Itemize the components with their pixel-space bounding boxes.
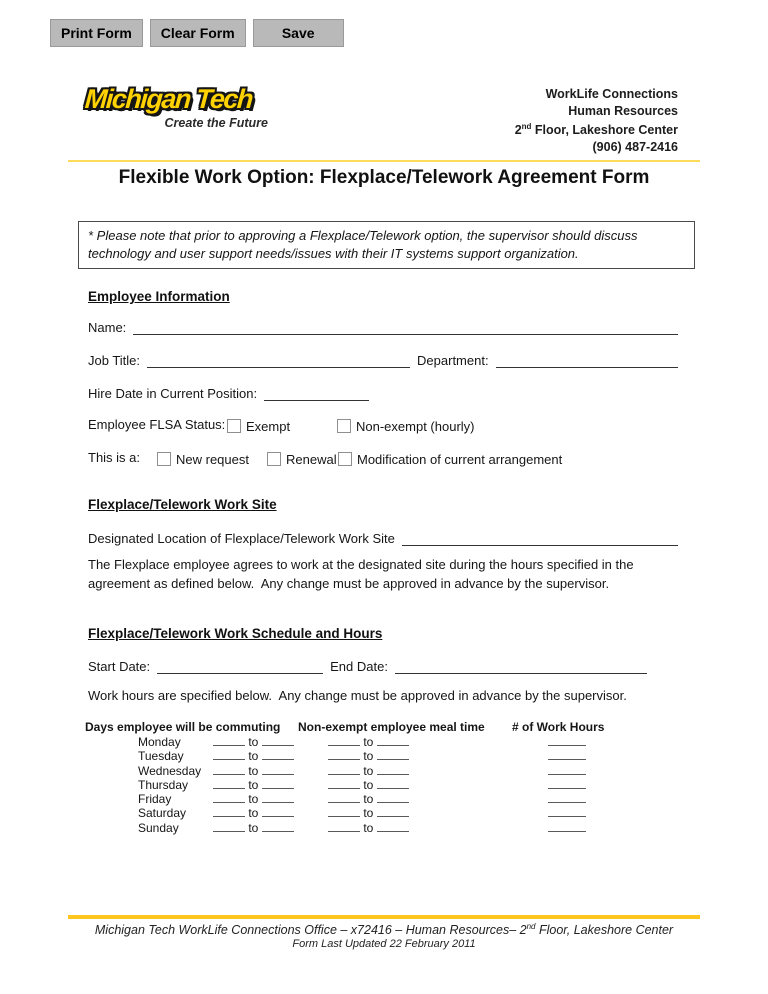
meal-from-field[interactable] xyxy=(328,778,360,789)
work-hours-field[interactable] xyxy=(548,821,586,832)
work-hours-field[interactable] xyxy=(548,806,586,817)
day-label: Monday xyxy=(138,735,181,749)
day-label: Wednesday xyxy=(138,763,202,778)
commute-from-field[interactable] xyxy=(213,806,245,817)
footer-office-line: Michigan Tech WorkLife Connections Office – x72416 – Human Resources– 2nd Floor, Lakeshore Center xyxy=(94,922,674,938)
commute-to-field[interactable] xyxy=(262,749,294,760)
commute-to-field[interactable] xyxy=(262,792,294,803)
header-divider-rule xyxy=(68,160,700,162)
department-field[interactable] xyxy=(496,353,678,368)
michigan-tech-logo xyxy=(85,84,270,130)
flsa-status-label: Employee FLSA Status: xyxy=(88,417,226,432)
work-hours-field[interactable] xyxy=(548,792,586,803)
department-label: Department: xyxy=(417,353,489,368)
day-label: Saturday xyxy=(138,806,187,821)
hours-note-text: Work hours are specified below. Any change must be approved in advance by the supervisor. xyxy=(88,688,627,703)
schedule-row-friday xyxy=(88,792,688,806)
logo-wordmark: Michigan Tech xyxy=(83,84,254,114)
renewal-label: Renewal xyxy=(286,452,337,467)
to-label: to xyxy=(363,777,374,792)
modification-label: Modification of current arrangement xyxy=(357,452,563,467)
work-hours-field[interactable] xyxy=(548,778,586,789)
commute-to-field[interactable] xyxy=(262,764,294,775)
flsa-nonexempt-label: Non-exempt (hourly) xyxy=(356,419,475,434)
day-label: Sunday xyxy=(138,820,179,835)
schedule-row-monday xyxy=(88,735,688,749)
footer-updated-line: Form Last Updated 22 February 2011 xyxy=(292,938,476,950)
to-label: to xyxy=(363,820,374,835)
commute-from-field[interactable] xyxy=(213,764,245,775)
meal-from-field[interactable] xyxy=(328,749,360,760)
to-label: to xyxy=(248,820,259,835)
to-label: to xyxy=(248,749,259,764)
schedule-heading: Flexplace/Telework Work Schedule and Hours xyxy=(88,626,383,641)
request-type-row xyxy=(88,450,678,467)
commute-from-field[interactable] xyxy=(213,749,245,760)
work-hours-field[interactable] xyxy=(548,764,586,775)
to-label: to xyxy=(248,777,259,792)
contact-line-hr: Human Resources xyxy=(568,103,678,118)
commute-to-field[interactable] xyxy=(262,806,294,817)
to-label: to xyxy=(248,735,259,749)
meal-from-field[interactable] xyxy=(328,792,360,803)
header-meal-time: Non-exempt employee meal time xyxy=(298,720,485,734)
save-button[interactable]: Save xyxy=(253,19,344,47)
logo-tagline: Create the Future xyxy=(164,116,268,130)
to-label: to xyxy=(248,806,259,821)
to-label: to xyxy=(248,792,259,807)
to-label: to xyxy=(363,749,374,764)
job-title-label: Job Title: xyxy=(88,353,141,368)
form-title: Flexible Work Option: Flexplace/Telework Agreement Form xyxy=(118,167,650,188)
contact-line-phone: (906) 487-2416 xyxy=(592,139,678,154)
commute-to-field[interactable] xyxy=(262,821,294,832)
commute-from-field[interactable] xyxy=(213,821,245,832)
schedule-row-sunday xyxy=(88,821,688,835)
hire-date-field[interactable] xyxy=(264,386,369,401)
flsa-nonexempt-checkbox[interactable] xyxy=(337,419,351,433)
name-row xyxy=(88,318,678,335)
schedule-row-tuesday xyxy=(88,749,688,763)
schedule-table-header xyxy=(85,720,688,735)
to-label: to xyxy=(363,735,374,749)
header-days-commuting: Days employee will be commuting xyxy=(85,720,281,734)
day-label: Thursday xyxy=(138,777,189,792)
hr-contact-block xyxy=(515,86,678,155)
schedule-row-thursday xyxy=(88,778,688,792)
contact-line-worklife: WorkLife Connections xyxy=(545,87,678,101)
work-site-heading: Flexplace/Telework Work Site xyxy=(88,497,277,512)
to-label: to xyxy=(248,763,259,778)
renewal-checkbox[interactable] xyxy=(267,452,281,466)
meal-to-field[interactable] xyxy=(377,735,409,746)
day-label: Friday xyxy=(138,792,172,807)
dates-row xyxy=(88,657,678,674)
footer-divider-rule xyxy=(68,915,700,919)
hire-date-label: Hire Date in Current Position: xyxy=(88,386,258,401)
name-label: Name: xyxy=(88,320,127,335)
meal-from-field[interactable] xyxy=(328,806,360,817)
day-label: Tuesday xyxy=(138,749,184,764)
commute-from-field[interactable] xyxy=(213,735,245,746)
job-title-row xyxy=(88,351,678,368)
flsa-exempt-label: Exempt xyxy=(246,419,291,434)
contact-line-address: 2nd Floor, Lakeshore Center xyxy=(514,122,678,138)
meal-to-field[interactable] xyxy=(377,764,409,775)
employee-information-heading: Employee Information xyxy=(88,289,230,304)
start-date-label: Start Date: xyxy=(88,659,151,674)
commute-from-field[interactable] xyxy=(213,778,245,789)
work-site-agreement-text: The Flexplace employee agrees to work at the designated site during the hours specified in the agreement as defined below. Any change must be approved in advance by the supervisor. xyxy=(88,557,638,591)
meal-from-field[interactable] xyxy=(328,764,360,775)
designated-location-label: Designated Location of Flexplace/Telework Work Site xyxy=(88,531,395,546)
to-label: to xyxy=(363,792,374,807)
work-hours-field[interactable] xyxy=(548,749,586,760)
new-request-checkbox[interactable] xyxy=(157,452,171,466)
schedule-row-wednesday xyxy=(88,764,688,778)
meal-to-field[interactable] xyxy=(377,778,409,789)
to-label: to xyxy=(363,806,374,821)
commute-to-field[interactable] xyxy=(262,778,294,789)
meal-to-field[interactable] xyxy=(377,749,409,760)
commute-to-field[interactable] xyxy=(262,735,294,746)
meal-from-field[interactable] xyxy=(328,821,360,832)
hire-date-row xyxy=(88,384,678,401)
clear-form-button[interactable]: Clear Form xyxy=(150,19,246,47)
print-form-button[interactable]: Print Form xyxy=(50,19,143,47)
designated-location-field[interactable] xyxy=(402,531,678,546)
commute-schedule-table xyxy=(85,720,688,835)
request-type-label: This is a: xyxy=(88,450,141,465)
flsa-status-row xyxy=(88,417,678,434)
flsa-exempt-checkbox[interactable] xyxy=(227,419,241,433)
schedule-row-saturday xyxy=(88,806,688,820)
modification-checkbox[interactable] xyxy=(338,452,352,466)
pdf-toolbar xyxy=(50,19,344,47)
to-label: to xyxy=(363,763,374,778)
meal-to-field[interactable] xyxy=(377,792,409,803)
end-date-label: End Date: xyxy=(330,659,388,674)
commute-from-field[interactable] xyxy=(213,792,245,803)
meal-to-field[interactable] xyxy=(377,821,409,832)
new-request-label: New request xyxy=(176,452,249,467)
meal-to-field[interactable] xyxy=(377,806,409,817)
meal-from-field[interactable] xyxy=(328,735,360,746)
job-title-field[interactable] xyxy=(147,353,410,368)
start-date-field[interactable] xyxy=(157,659,323,674)
end-date-field[interactable] xyxy=(395,659,647,674)
header-work-hours: # of Work Hours xyxy=(512,720,605,734)
designated-location-row xyxy=(88,529,678,546)
supervisor-note-box: * Please note that prior to approving a Flexplace/Telework option, the supervisor should discuss technology and user support needs/issues with their IT systems support organization. xyxy=(78,221,695,269)
name-field[interactable] xyxy=(133,320,678,335)
work-hours-field[interactable] xyxy=(548,735,586,746)
